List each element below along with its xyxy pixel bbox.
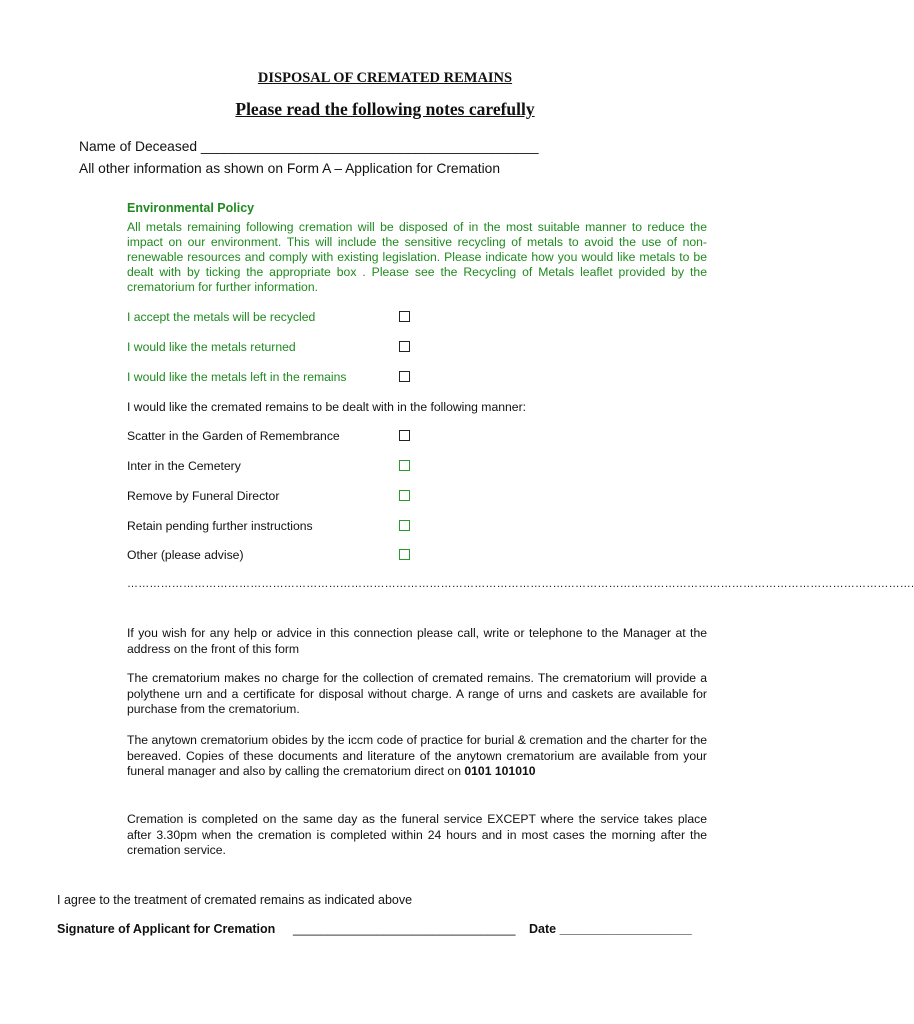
form-title: DISPOSAL OF CREMATED REMAINS <box>257 70 513 86</box>
scatter-garden-label: Scatter in the Garden of Remembrance <box>127 429 340 443</box>
date-field[interactable]: Date ___________________ <box>529 922 692 936</box>
deceased-name-field[interactable]: Name of Deceased ____________________________________________ <box>79 139 539 154</box>
remains-intro: I would like the cremated remains to be dealt with in the following manner: <box>127 400 527 414</box>
charges-note <box>127 671 707 718</box>
code-of-practice-note <box>127 733 707 780</box>
retain-pending-label: Retain pending further instructions <box>127 519 313 533</box>
scatter-garden-checkbox[interactable] <box>399 430 410 441</box>
signature-label: Signature of Applicant for Cremation <box>57 922 276 936</box>
timing-note: Cremation is completed on the same day as the funeral service EXCEPT where the service takes place after 3.30pm when the cremation is completed within 24 hours and in most cases the morning after the cremation service. <box>127 812 707 857</box>
help-note: If you wish for any help or advice in this connection please call, write or telephone to the Manager at the address on the front of this form <box>127 626 707 656</box>
code-of-practice-text: The anytown crematorium obides by the iccm code of practice for burial & cremation and the charter for the bereaved. Copies of these documents and literature of the anytown crematorium are available from your funeral manager and also by calling the crematorium direct on <box>127 733 707 778</box>
retain-pending-checkbox[interactable] <box>399 520 410 531</box>
metals-recycled-label: I accept the metals will be recycled <box>127 310 316 324</box>
environmental-policy-text: All metals remaining following cremation will be disposed of in the most suitable manner to reduce the impact on our environment. This will include the sensitive recycling of metals to avoid the use of non-renewable resources and comply with existing legislation. Please indicate how you would like metals to be dealt with by ticking the appropriate box . Please see the Recycling of Metals leaflet provided by the crematorium for further information. <box>127 220 707 294</box>
charges-note-text: The crematorium makes no charge for the collection of cremated remains. The crematorium will provide a polythene urn and a certificate for disposal without charge. A range of urns and caskets are available for purchase from the crematorium. <box>127 671 707 716</box>
metals-recycled-checkbox[interactable] <box>399 311 410 322</box>
other-advise-label: Other (please advise) <box>127 548 244 562</box>
metals-returned-checkbox[interactable] <box>399 341 410 352</box>
signature-field[interactable]: ________________________________ <box>293 922 516 936</box>
metals-left-checkbox[interactable] <box>399 371 410 382</box>
metals-left-label: I would like the metals left in the remains <box>127 370 347 384</box>
environmental-policy-heading: Environmental Policy <box>127 201 255 215</box>
crematorium-phone: 0101 101010 <box>464 764 536 778</box>
inter-cemetery-label: Inter in the Cemetery <box>127 459 241 473</box>
other-advise-checkbox[interactable] <box>399 549 410 560</box>
funeral-director-checkbox[interactable] <box>399 490 410 501</box>
form-a-reference: All other information as shown on Form A – Application for Cremation <box>79 161 501 176</box>
metals-returned-label: I would like the metals returned <box>127 340 296 354</box>
funeral-director-label: Remove by Funeral Director <box>127 489 280 503</box>
agreement-statement: I agree to the treatment of cremated remains as indicated above <box>57 893 413 907</box>
form-subtitle: Please read the following notes carefully <box>235 99 535 119</box>
inter-cemetery-checkbox[interactable] <box>399 460 410 471</box>
other-advise-dotted-line[interactable]: …………………………………………………………………………………………………………………………………………………………………………………………. <box>127 578 914 590</box>
